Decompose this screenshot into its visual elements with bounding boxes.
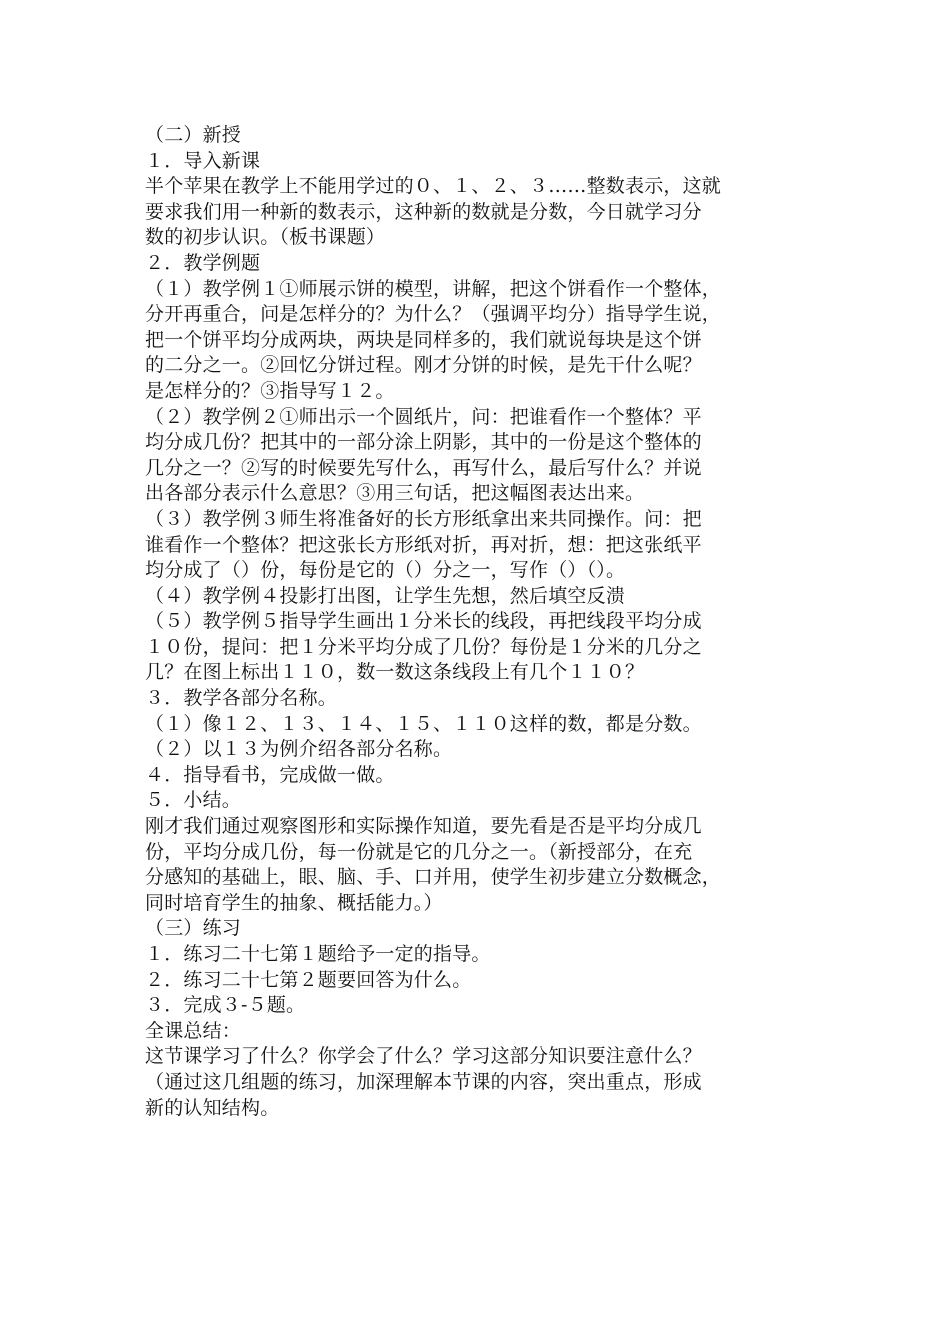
paragraph-line: 几？在图上标出１１０，数一数这条线段上有几个１１０？ (145, 661, 645, 684)
paragraph-line: （通过这几组题的练习，加深理解本节课的内容，突出重点，形成 (145, 1070, 702, 1093)
paragraph-line: （２）以１３为例介绍各部分名称。 (145, 738, 453, 761)
list-item: ２．练习二十七第２题要回答为什么。 (145, 968, 472, 991)
paragraph-line: 这节课学习了什么？你学会了什么？学习这部分知识要注意什么？ (145, 1045, 702, 1068)
paragraph-line: 是怎样分的？③指导写１２。 (145, 379, 395, 402)
paragraph-line: 的二分之一。②回忆分饼过程。刚才分饼的时候，是先干什么呢？ (145, 354, 702, 377)
paragraph-line: 要求我们用一种新的数表示，这种新的数就是分数，今日就学习分 (145, 200, 702, 223)
paragraph-line: 分开再重合，问是怎样分的？为什么？（强调平均分）指导学生说， (145, 303, 722, 326)
subheading-part-names: ３．教学各部分名称。 (145, 687, 338, 710)
paragraph-line: 刚才我们通过观察图形和实际操作知道，要先看是否是平均分成几 (145, 815, 702, 838)
paragraph-line: 半个苹果在教学上不能用学过的０、１、２、３……整数表示，这就 (145, 175, 722, 198)
paragraph-line: 均分成几份？把其中的一部分涂上阴影，其中的一份是这个整体的 (145, 431, 702, 454)
paragraph-line: 出各部分表示什么意思？③用三句话，把这幅图表达出来。 (145, 482, 645, 505)
subheading-summary: ５．小结。 (145, 789, 242, 812)
paragraph-line: 几分之一？②写的时候要先写什么，再写什么，最后写什么？并说 (145, 456, 702, 479)
paragraph-line: （３）教学例３师生将准备好的长方形纸拿出来共同操作。问：把 (145, 507, 702, 530)
paragraph-line: 数的初步认识。（板书课题） (145, 226, 386, 249)
paragraph-line: １０份，提问：把１分米平均分成了几份？每份是１分米的几分之 (145, 635, 702, 658)
paragraph-line: （２）教学例２①师出示一个圆纸片，问：把谁看作一个整体？平 (145, 405, 702, 428)
list-item: １．练习二十七第１题给予一定的指导。 (145, 943, 491, 965)
paragraph-line: （５）教学例５指导学生画出１分米长的线段，再把线段平均分成 (145, 610, 702, 633)
paragraph-line: 把一个饼平均分成两块，两块是同样多的，我们就说每块是这个饼 (145, 328, 702, 351)
paragraph-line: （４）教学例４投影打出图，让学生先想，然后填空反溃 (145, 584, 626, 607)
heading-practice: （三）练习 (145, 917, 242, 940)
heading-new-teaching: （二）新授 (145, 124, 242, 146)
paragraph-line: 均分成了（）份，每份是它的（）分之一，写作（）（）。 (145, 559, 626, 582)
subheading-teaching-examples: ２．教学例题 (145, 251, 261, 274)
subheading-read-book: ４．指导看书，完成做一做。 (145, 763, 395, 786)
document-page (145, 123, 813, 1121)
heading-lesson-summary: 全课总结： (145, 1019, 242, 1042)
paragraph-line: 分感知的基础上，眼、脑、手、口并用，使学生初步建立分数概念， (145, 866, 722, 889)
paragraph-line: 谁看作一个整体？把这张长方形纸对折，再对折，想：把这张纸平 (145, 533, 702, 556)
paragraph-line: 新的认知结构。 (145, 1096, 280, 1119)
list-item: ３．完成３-５题。 (145, 994, 306, 1017)
paragraph-line: （１）像１２、１３、１４、１５、１１０这样的数，都是分数。 (145, 712, 702, 735)
paragraph-line: 同时培育学生的抽象、概括能力。） (145, 891, 443, 914)
subheading-introduce-lesson: １．导入新课 (145, 149, 261, 172)
paragraph-line: （１）教学例１①师展示饼的模型，讲解，把这个饼看作一个整体， (145, 277, 722, 300)
paragraph-line: 份，平均分成几份，每一份就是它的几分之一。（新授部分，在充 (145, 840, 693, 863)
